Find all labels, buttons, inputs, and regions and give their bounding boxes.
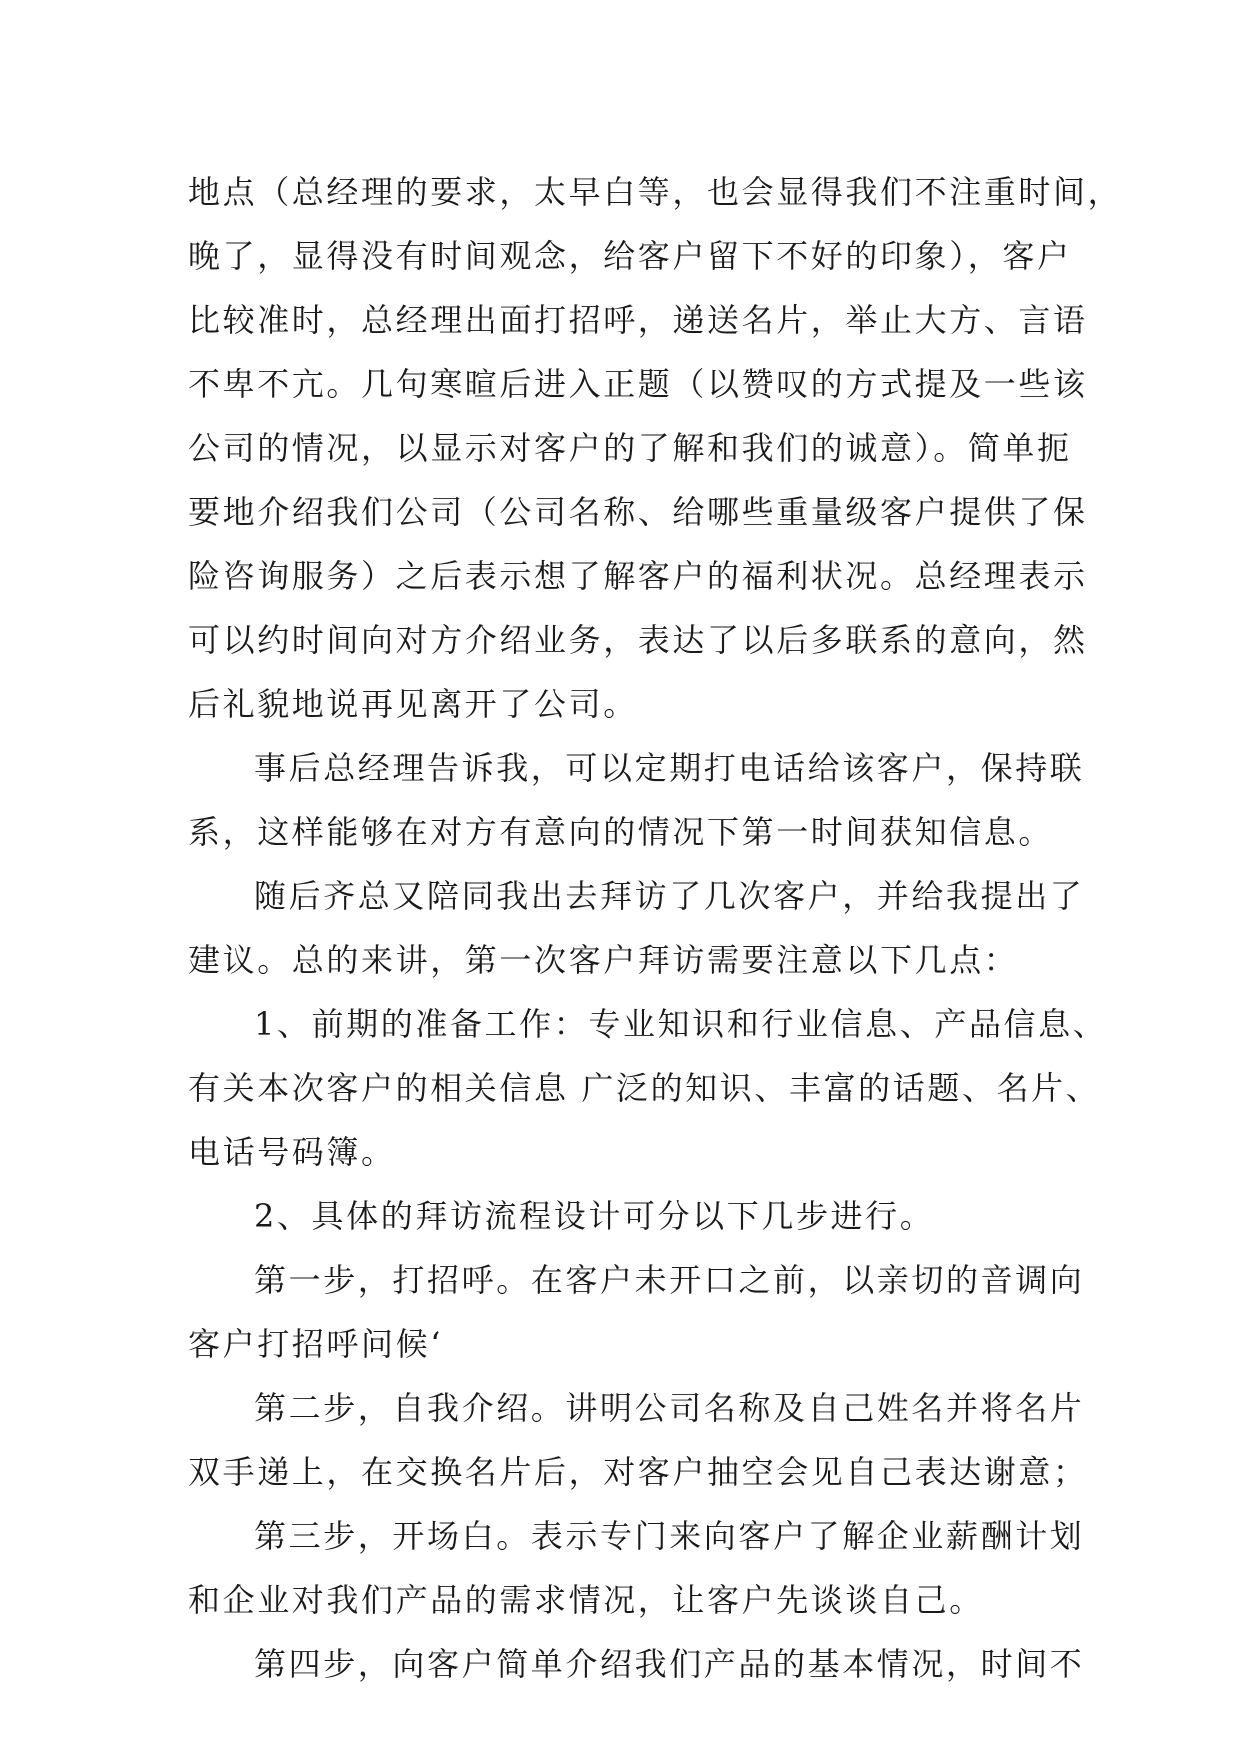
paragraph-start-line: 事后总经理告诉我，可以定期打电话给该客户，保持联 — [254, 749, 1085, 787]
paragraph-start-line: 第二步，自我介绍。讲明公司名称及自己姓名并将名片 — [254, 1389, 1085, 1427]
text-line: 有关本次客户的相关信息 广泛的知识、丰富的话题、名片、 — [188, 1069, 1101, 1107]
text-line: 不卑不亢。几句寒暄后进入正题（以赞叹的方式提及一些该 — [188, 365, 1088, 403]
text-line: 和企业对我们产品的需求情况，让客户先谈谈自己。 — [188, 1581, 984, 1619]
text-line: 地点（总经理的要求，太早白等，也会显得我们不注重时间， — [188, 173, 1123, 211]
text-line: 比较准时，总经理出面打招呼，递送名片，举止大方、言语 — [188, 301, 1088, 339]
text-line: 电话号码簿。 — [188, 1133, 396, 1171]
paragraph-start-line: 第四步，向客户简单介绍我们产品的基本情况，时间不 — [254, 1645, 1085, 1683]
paragraph-start-line: 第一步，打招呼。在客户未开口之前，以亲切的音调向 — [254, 1261, 1085, 1299]
body-text — [188, 160, 1123, 1696]
text-line: 后礼貌地说再见离开了公司。 — [188, 685, 638, 723]
text-line: 可以约时间向对方介绍业务，表达了以后多联系的意向，然 — [188, 621, 1088, 659]
text-line: 公司的情况，以显示对客户的了解和我们的诚意）。简单扼 — [188, 429, 1072, 467]
paragraph-start-line: 随后齐总又陪同我出去拜访了几次客户，并给我提出了 — [254, 877, 1085, 915]
text-line: 晚了，显得没有时间观念，给客户留下不好的印象），客户 — [188, 237, 1072, 275]
text-line: 建议。总的来讲，第一次客户拜访需要注意以下几点： — [188, 941, 1019, 979]
text-line: 险咨询服务）之后表示想了解客户的福利状况。总经理表示 — [188, 557, 1088, 595]
text-line: 客户打招呼问候‘ — [188, 1325, 443, 1363]
text-line: 双手递上，在交换名片后，对客户抽空会见自己表达谢意； — [188, 1453, 1088, 1491]
text-line: 系，这样能够在对方有意向的情况下第一时间获知信息。 — [188, 813, 1054, 851]
paragraph-start-line: 第三步，开场白。表示专门来向客户了解企业薪酬计划 — [254, 1517, 1085, 1555]
paragraph-start-line: 2、具体的拜访流程设计可分以下几步进行。 — [254, 1197, 935, 1235]
text-line: 要地介绍我们公司（公司名称、给哪些重量级客户提供了保 — [188, 493, 1088, 531]
paragraph-start-line: 1、前期的准备工作：专业知识和行业信息、产品信息、 — [254, 1005, 1108, 1043]
